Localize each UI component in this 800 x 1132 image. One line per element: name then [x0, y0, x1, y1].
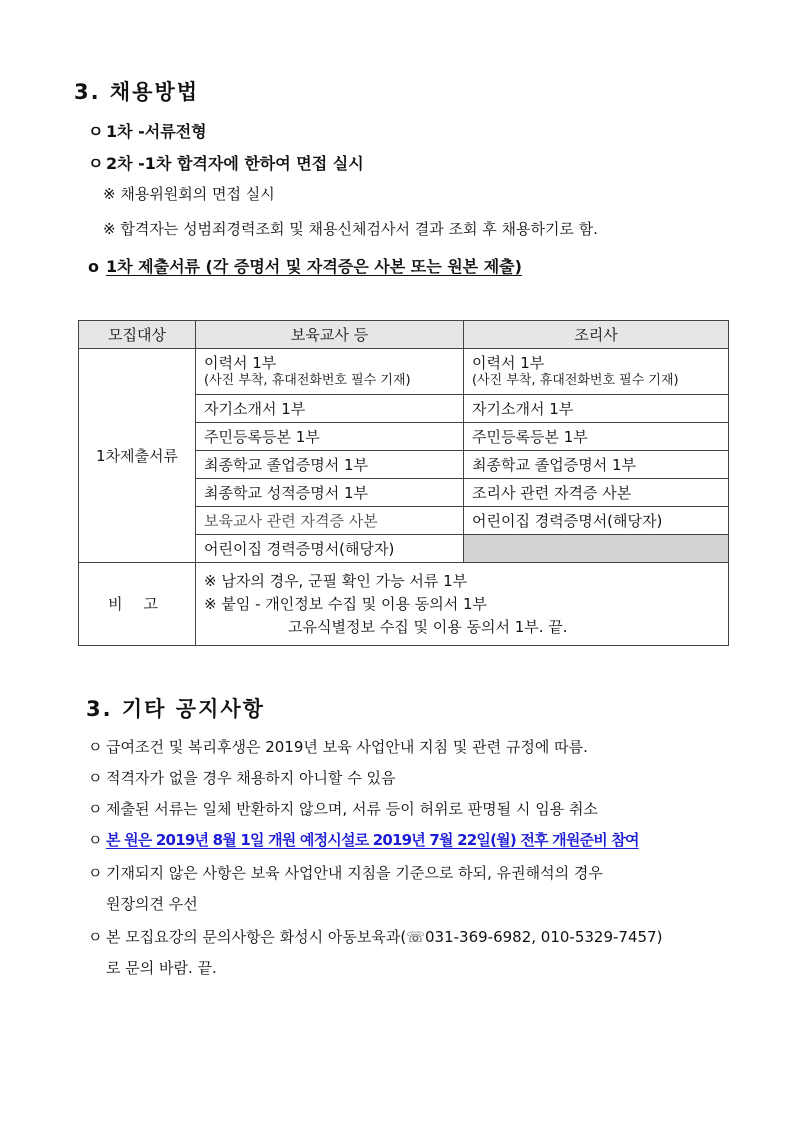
list-item-second-stage: [88, 151, 364, 174]
notice-text: 적격자가 없을 경우 채용하지 아니할 수 있음: [106, 769, 396, 787]
cell-line: 이력서 1부: [472, 353, 545, 372]
bullet: ㅇ: [88, 122, 104, 141]
documents-heading: [88, 254, 522, 277]
header-cook: 조리사: [464, 321, 729, 349]
header-teacher: 보육교사 등: [196, 321, 464, 349]
table-cell: [464, 349, 729, 395]
notice-text: 제출된 서류는 일체 반환하지 않으며, 서류 등이 허위로 판명될 시 임용 취소: [106, 800, 598, 818]
row-label-first-documents: 1차제출서류: [79, 349, 196, 563]
bullet: ㅇ: [88, 769, 103, 787]
list-item-first-stage: [88, 119, 207, 142]
notice-text-continued: 로 문의 바람. 끝.: [106, 959, 217, 977]
list-item-text: 2차 -1차 합격자에 한하여 면접 실시: [106, 154, 364, 173]
bullet: o: [88, 257, 99, 276]
bullet: ㅇ: [88, 154, 104, 173]
notice-item: [88, 798, 598, 819]
table-cell: 어린이집 경력증명서(해당자): [196, 535, 464, 563]
table-cell: 어린이집 경력증명서(해당자): [464, 507, 729, 535]
table-cell: 보육교사 관련 자격증 사본: [196, 507, 464, 535]
table-cell: 최종학교 졸업증명서 1부: [196, 451, 464, 479]
note-background-check: ※ 합격자는 성범죄경력조회 및 채용신체검사서 결과 조회 후 채용하기로 함.: [103, 220, 598, 238]
notice-text-continued: 원장의견 우선: [106, 895, 198, 913]
remark-line: ※ 남자의 경우, 군필 확인 가능 서류 1부: [204, 571, 468, 590]
table-header-row: [79, 321, 729, 349]
notice-text: 급여조건 및 복리후생은 2019년 보육 사업안내 지침 및 관련 규정에 따름.: [106, 738, 588, 756]
notice-text: 본 모집요강의 문의사항은 화성시 아동보육과(☏031-369-6982, 010-5329-7457): [106, 928, 663, 946]
bullet: ㅇ: [88, 831, 103, 849]
table-cell: 자기소개서 1부: [196, 395, 464, 423]
documents-table: [78, 320, 729, 646]
remark-line: ※ 붙임 - 개인정보 수집 및 이용 동의서 1부: [204, 594, 488, 613]
section-heading-other-notices: 3. 기타 공지사항: [86, 697, 265, 721]
notice-item: [88, 767, 395, 788]
table-cell: 자기소개서 1부: [464, 395, 729, 423]
notice-item: [88, 926, 662, 947]
cell-line: 이력서 1부: [204, 353, 277, 372]
remarks-label: 비 고: [79, 563, 196, 646]
table-cell: 최종학교 졸업증명서 1부: [464, 451, 729, 479]
note-interview: ※ 채용위원회의 면접 실시: [103, 185, 275, 203]
notice-item-highlight: [88, 829, 639, 850]
cell-line: (사진 부착, 휴대전화번호 필수 기재): [472, 372, 679, 388]
remarks-cell: [196, 563, 729, 646]
remark-line: 고유식별정보 수집 및 이용 동의서 1부. 끝.: [288, 617, 568, 636]
notice-item: [88, 736, 588, 757]
table-cell: 주민등록등본 1부: [464, 423, 729, 451]
table-cell: 조리사 관련 자격증 사본: [464, 479, 729, 507]
table-cell: [196, 349, 464, 395]
empty-cell: [464, 535, 729, 563]
notice-text: 기재되지 않은 사항은 보육 사업안내 지침을 기준으로 하되, 유권해석의 경우: [106, 864, 603, 882]
notice-item: [88, 862, 603, 883]
bullet: ㅇ: [88, 800, 103, 818]
section-heading-hiring-method: 3. 채용방법: [74, 80, 200, 104]
list-item-text: 1차 -서류전형: [106, 122, 207, 141]
bullet: ㅇ: [88, 928, 103, 946]
remarks-row: [79, 563, 729, 646]
header-target: 모집대상: [79, 321, 196, 349]
bullet: ㅇ: [88, 738, 103, 756]
bullet: ㅇ: [88, 864, 103, 882]
cell-line: (사진 부착, 휴대전화번호 필수 기재): [204, 372, 411, 388]
table-cell: 최종학교 성적증명서 1부: [196, 479, 464, 507]
documents-heading-text: 1차 제출서류 (각 증명서 및 자격증은 사본 또는 원본 제출): [106, 257, 522, 276]
table-cell: 주민등록등본 1부: [196, 423, 464, 451]
notice-highlight-text: 본 원은 2019년 8월 1일 개원 예정시설로 2019년 7월 22일(월) 전후 개원준비 참여: [106, 831, 639, 849]
table-row: [79, 349, 729, 395]
